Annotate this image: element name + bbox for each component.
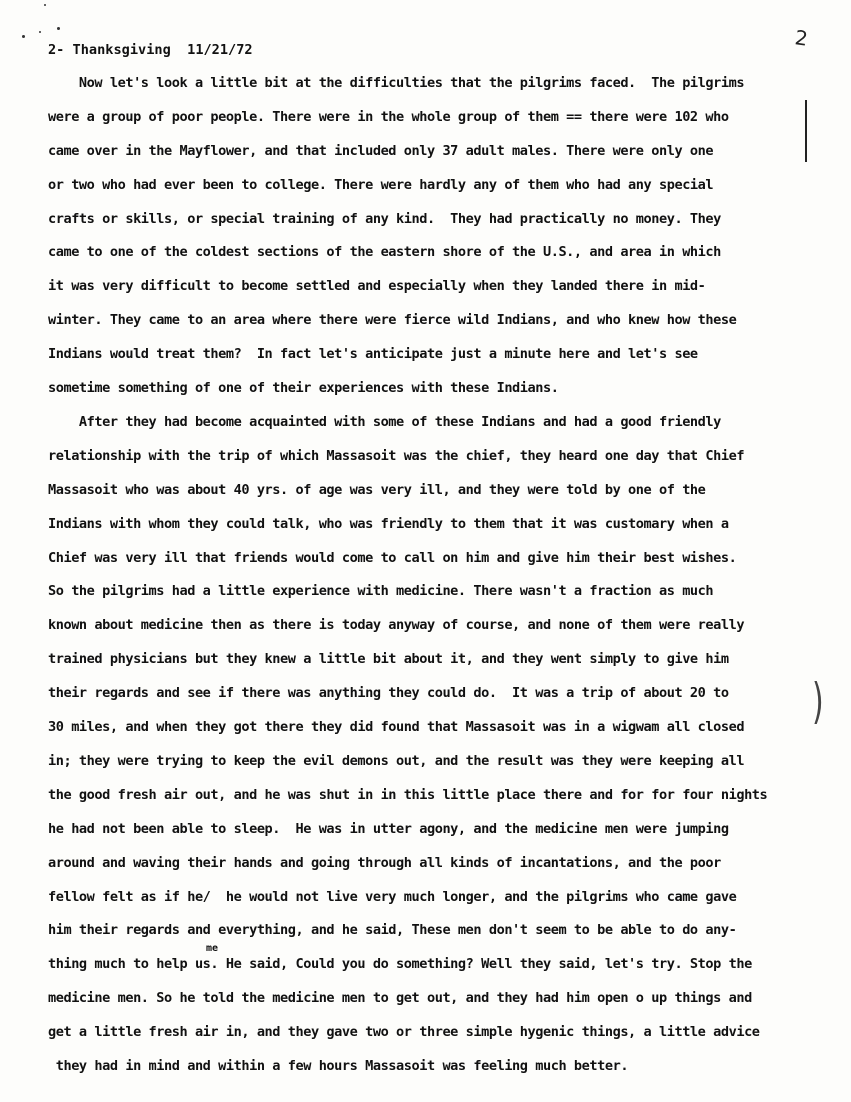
text-line: After they had become acquainted with some of these Indians and had a good friendly bbox=[48, 414, 721, 430]
text-line: the good fresh air out, and he was shut in in this little place there and for for four nights bbox=[48, 787, 768, 803]
text-line: sometime something of one of their experiences with these Indians. bbox=[48, 380, 559, 396]
text-line: their regards and see if there was anything they could do. It was a trip of about 20 to bbox=[48, 685, 729, 701]
text-line: in; they were trying to keep the evil demons out, and the result was they were keeping all bbox=[48, 753, 745, 769]
ink-speck bbox=[39, 31, 41, 33]
text-line: known about medicine then as there is today anyway of course, and none of them were really bbox=[48, 617, 745, 633]
text-line: thing much to help us. He said, Could you do something? Well they said, let's try. Stop the bbox=[48, 956, 752, 972]
text-line: 30 miles, and when they got there they did found that Massasoit was in a wigwam all closed bbox=[48, 719, 745, 735]
text-line: So the pilgrims had a little experience with medicine. There wasn't a fraction as much bbox=[48, 583, 714, 599]
text-line: around and waving their hands and going through all kinds of incantations, and the poor bbox=[48, 855, 721, 871]
text-line: medicine men. So he told the medicine men to get out, and they had him open o up things and bbox=[48, 990, 752, 1006]
ink-speck bbox=[44, 4, 46, 6]
text-line: get a little fresh air in, and they gave two or three simple hygenic things, a little advice bbox=[48, 1024, 760, 1040]
text-line: winter. They came to an area where there were fierce wild Indians, and who knew how these bbox=[48, 312, 737, 328]
text-line: came over in the Mayflower, and that included only 37 adult males. There were only one bbox=[48, 143, 714, 159]
text-line: trained physicians but they knew a little bit about it, and they went simply to give him bbox=[48, 651, 729, 667]
margin-bracket: ) bbox=[812, 674, 824, 731]
text-line: it was very difficult to become settled and especially when they landed there in mid- bbox=[48, 278, 706, 294]
text-line: were a group of poor people. There were in the whole group of them == there were 102 who bbox=[48, 109, 729, 125]
text-line: he had not been able to sleep. He was in utter agony, and the medicine men were jumping bbox=[48, 821, 729, 837]
text-line: him their regards and everything, and he said, These men don't seem to be able to do any- bbox=[48, 922, 737, 938]
text-line: they had in mind and within a few hours Massasoit was feeling much better. bbox=[48, 1058, 629, 1074]
margin-mark bbox=[805, 100, 807, 162]
text-line: came to one of the coldest sections of the eastern shore of the U.S., and area in which bbox=[48, 244, 721, 260]
text-line: Now let's look a little bit at the difficulties that the pilgrims faced. The pilgrims bbox=[48, 75, 745, 91]
text-line: or two who had ever been to college. There were hardly any of them who had any special bbox=[48, 177, 714, 193]
text-line: crafts or skills, or special training of any kind. They had practically no money. They bbox=[48, 211, 721, 227]
ink-speck bbox=[57, 27, 60, 30]
ink-speck bbox=[22, 35, 25, 38]
text-line: fellow felt as if he/ he would not live very much longer, and the pilgrims who came gave bbox=[48, 889, 737, 905]
page-header: 2- Thanksgiving 11/21/72 bbox=[48, 42, 253, 58]
text-line: Indians would treat them? In fact let's anticipate just a minute here and let's see bbox=[48, 346, 698, 362]
text-line: Massasoit who was about 40 yrs. of age was very ill, and they were told by one of the bbox=[48, 482, 706, 498]
insertion-mark: me bbox=[206, 943, 219, 954]
page-number-mark: 2 bbox=[793, 25, 810, 51]
text-line: relationship with the trip of which Massasoit was the chief, they heard one day that Chief bbox=[48, 448, 745, 464]
text-line: Indians with whom they could talk, who was friendly to them that it was customary when a bbox=[48, 516, 729, 532]
text-line: Chief was very ill that friends would come to call on him and give him their best wishes. bbox=[48, 550, 737, 566]
